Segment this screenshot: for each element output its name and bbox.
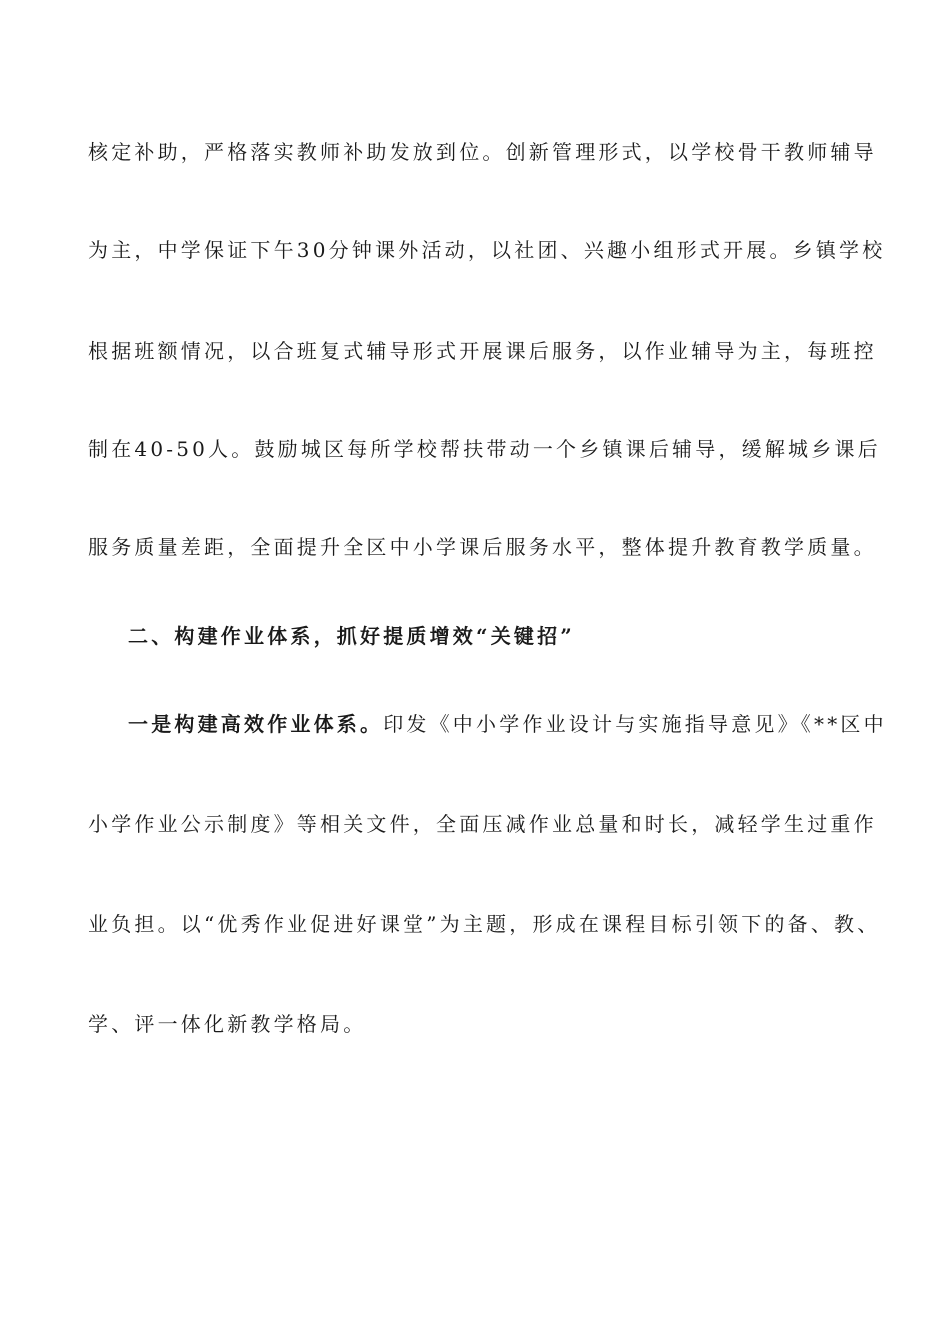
paragraph-1-line-2: 为主，中学保证下午30分钟课外活动，以社团、兴趣小组形式开展。乡镇学校 (88, 238, 886, 262)
paragraph-1-line-1: 核定补助，严格落实教师补助发放到位。创新管理形式，以学校骨干教师辅导 (88, 140, 877, 164)
paragraph-2-line-2: 小学作业公示制度》等相关文件，全面压减作业总量和时长，减轻学生过重作 (88, 812, 877, 836)
paragraph-1-line-5: 服务质量差距，全面提升全区中小学课后服务水平，整体提升教育教学质量。 (88, 535, 877, 559)
paragraph-2-line-1 (128, 712, 887, 736)
paragraph-2-lead-bold: 一是构建高效作业体系。 (128, 712, 384, 736)
paragraph-1-line-4: 制在40-50人。鼓励城区每所学校帮扶带动一个乡镇课后辅导，缓解城乡课后 (88, 437, 881, 461)
paragraph-2-line-1-rest: 印发《中小学作业设计与实施指导意见》《**区中 (383, 712, 887, 736)
paragraph-2-line-3: 业负担。以“优秀作业促进好课堂”为主题，形成在课程目标引领下的备、教、 (88, 912, 881, 936)
paragraph-1-line-3: 根据班额情况，以合班复式辅导形式开展课后服务，以作业辅导为主，每班控 (88, 339, 877, 363)
paragraph-2-line-4: 学、评一体化新教学格局。 (88, 1012, 367, 1036)
section-heading: 二、构建作业体系，抓好提质增效“关键招” (128, 624, 576, 648)
